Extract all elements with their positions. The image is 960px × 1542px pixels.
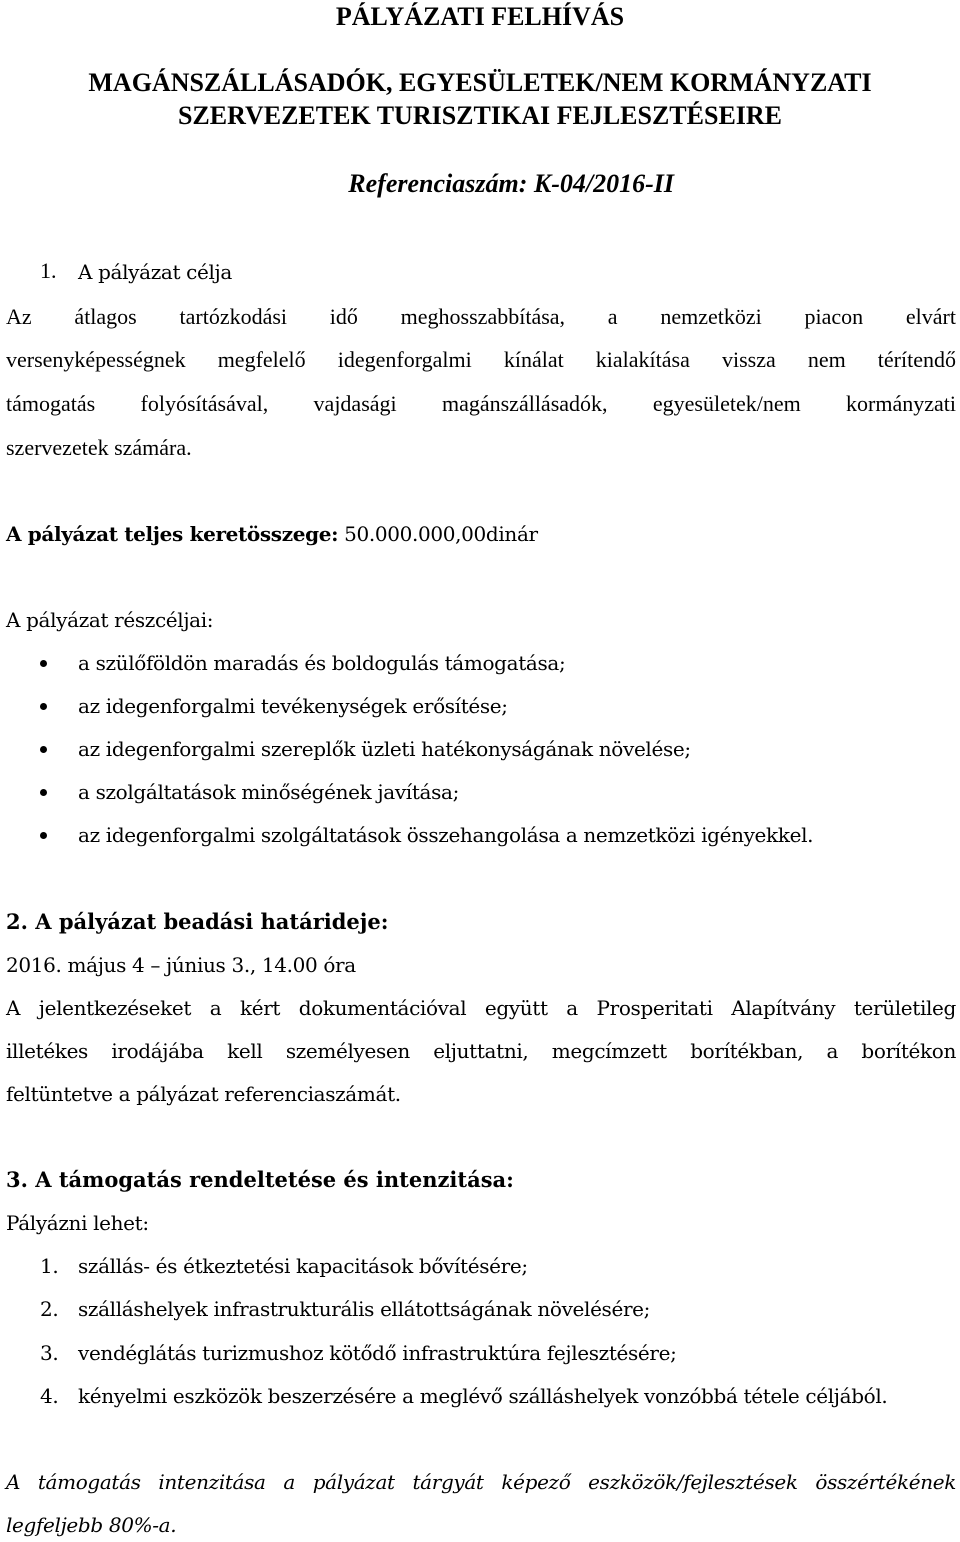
subgoal-item: az idegenforgalmi szereplők üzleti hatékonyságának növelése;	[78, 737, 691, 761]
list-number: 1.	[40, 1254, 59, 1278]
list-item: vendéglátás turizmushoz kötődő infrastruktúra fejlesztésére;	[78, 1341, 677, 1365]
section1-paragraph-line: versenyképességnek megfelelő idegenforgalmi kínálat kialakítása vissza nem térítendő	[6, 347, 956, 372]
list-item: szálláshelyek infrastrukturális ellátottságának növelésére;	[78, 1297, 651, 1321]
subgoals-label: A pályázat részcéljai:	[6, 608, 214, 632]
list-number: 2.	[40, 1297, 59, 1321]
section3-heading: 3. A támogatás rendeltetése és intenzitása:	[6, 1167, 514, 1192]
subgoal-item: az idegenforgalmi tevékenységek erősítése;	[78, 694, 508, 718]
section2-paragraph-line: illetékes irodájába kell személyesen eljuttatni, megcímzett borítékban, a borítékon	[6, 1039, 956, 1063]
deadline: 2016. május 4 – június 3., 14.00 óra	[6, 953, 356, 977]
bullet-icon	[40, 703, 47, 710]
section3-intro: Pályázni lehet:	[6, 1211, 149, 1235]
section1-paragraph-line: szervezetek számára.	[6, 435, 192, 460]
budget-label: A pályázat teljes keretösszege:	[6, 522, 339, 546]
list-item: szállás- és étkeztetési kapacitások bővítésére;	[78, 1254, 528, 1278]
list-number: 3.	[40, 1341, 59, 1365]
document-subtitle-line1: MAGÁNSZÁLLÁSADÓK, EGYESÜLETEK/NEM KORMÁNYZATI	[88, 68, 872, 97]
section2-paragraph-line: A jelentkezéseket a kért dokumentációval együtt a Prosperitati Alapítvány területileg	[6, 996, 956, 1020]
budget-value: 50.000.000,00dinár	[338, 522, 538, 546]
bullet-icon	[40, 746, 47, 753]
bullet-icon	[40, 660, 47, 667]
list-item: kényelmi eszközök beszerzésére a meglévő szálláshelyek vonzóbbá tétele céljából.	[78, 1384, 888, 1408]
section1-paragraph-line: Az átlagos tartózkodási idő meghosszabbítása, a nemzetközi piacon elvárt	[6, 304, 956, 329]
section1-heading: A pályázat célja	[78, 260, 232, 284]
section1-number: 1.	[40, 258, 57, 283]
section2-paragraph-line: feltüntetve a pályázat referenciaszámát.	[6, 1082, 401, 1106]
budget-line	[6, 522, 538, 546]
section1-paragraph-line: támogatás folyósításával, vajdasági magánszállásadók, egyesületek/nem kormányzati	[6, 391, 956, 416]
reference-number: Referenciaszám: K-04/2016-II	[348, 169, 674, 198]
list-number: 4.	[40, 1384, 59, 1408]
intensity-line: A támogatás intenzitása a pályázat tárgyát képező eszközök/fejlesztések összértékének	[6, 1470, 956, 1494]
document-title: PÁLYÁZATI FELHÍVÁS	[335, 2, 625, 31]
subgoal-item: a szolgáltatások minőségének javítása;	[78, 780, 459, 804]
bullet-icon	[40, 832, 47, 839]
intensity-line: legfeljebb 80%-a.	[6, 1513, 177, 1537]
section2-heading: 2. A pályázat beadási határideje:	[6, 909, 389, 934]
document-subtitle-line2: SZERVEZETEK TURISZTIKAI FEJLESZTÉSEIRE	[177, 101, 783, 130]
subgoal-item: a szülőföldön maradás és boldogulás támogatása;	[78, 651, 566, 675]
bullet-icon	[40, 789, 47, 796]
subgoal-item: az idegenforgalmi szolgáltatások összehangolása a nemzetközi igényekkel.	[78, 823, 814, 847]
